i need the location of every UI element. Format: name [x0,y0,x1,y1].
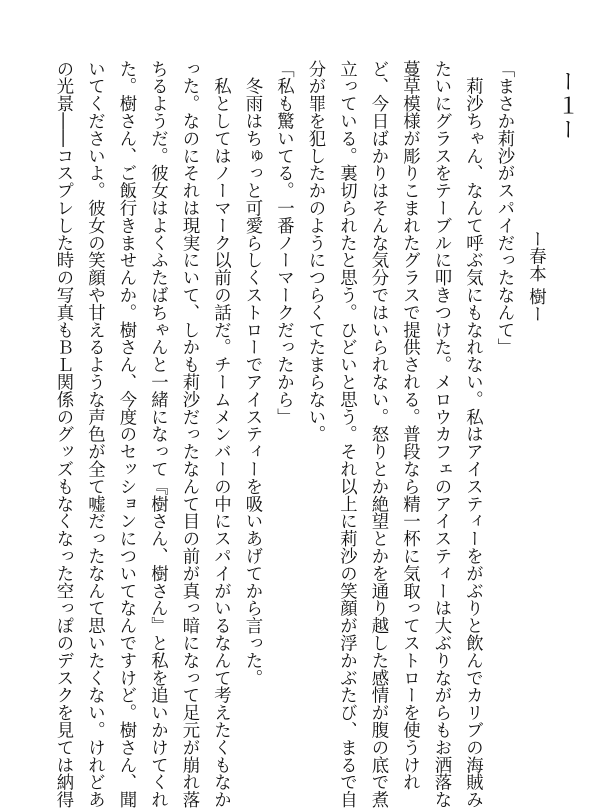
text-line: たいにグラスをテーブルに叩きつけた。メロウカフェのアイスティーは大ぶりながらもお洒落な [431,60,451,808]
text-line: の光景――コスプレした時の写真もＢＬ関係のグッズもなくなった空っぽのデスクを見ては納得 [53,60,73,808]
text-line: 「私も驚いてる。一番ノーマークだったから」 [273,60,294,426]
text-line: 「まさか莉沙がスパイだったなんて」 [494,60,514,356]
text-line: ちるようだ。彼女はよくふたばちゃんと一緒になって『樹さん、樹さん』と私を追いかけてくれ [147,60,168,808]
text-line: 莉沙ちゃん、なんて呼ぶ気にもなれない。私はアイスティーをがぶりと飲んでカリブの海賊み [462,60,483,808]
text-line: 分が罪を犯したかのようにつらくてたまらない。 [305,60,325,443]
chapter-number: ー１ー [554,70,579,142]
vertical-text-body [22,60,582,808]
text-line: ど、今日ばかりはそんな気分ではいられない。怒りとか絶望とかを通り越した感情が腹の底で煮 [368,60,388,808]
text-line: 蔓草模様が彫りこまれたグラスで提供される。普段なら精一杯に気取ってストローを使うけれ [399,60,420,791]
text-line: った。なのにそれは現実にいて、しかも莉沙だったなんて目の前が真っ暗になって足元が崩れ落 [179,60,199,808]
text-line: 私としてはノーマーク以前の話だ。チームメンバーの中にスパイがいるなんて考えたくもなか [210,60,231,808]
text-line: た。樹さん、ご飯行きませんか。樹さん、今度のセッションについてなんですけど。樹さん、聞 [116,60,136,808]
text-line: いてくださいよ。彼女の笑顔や甘えるような声色が全て嘘だったなんて思いたくない。けれどあ [84,60,105,808]
text-line: 冬雨はちゅっと可愛らしくストローでアイスティーを吸いあげてから言った。 [242,60,262,687]
author-name: ー春本 樹ー [525,230,546,323]
text-line: 立っている。裏切られたと思う。ひどいと思う。それ以上に莉沙の笑顔が浮かぶたび、まるで自 [336,60,357,808]
